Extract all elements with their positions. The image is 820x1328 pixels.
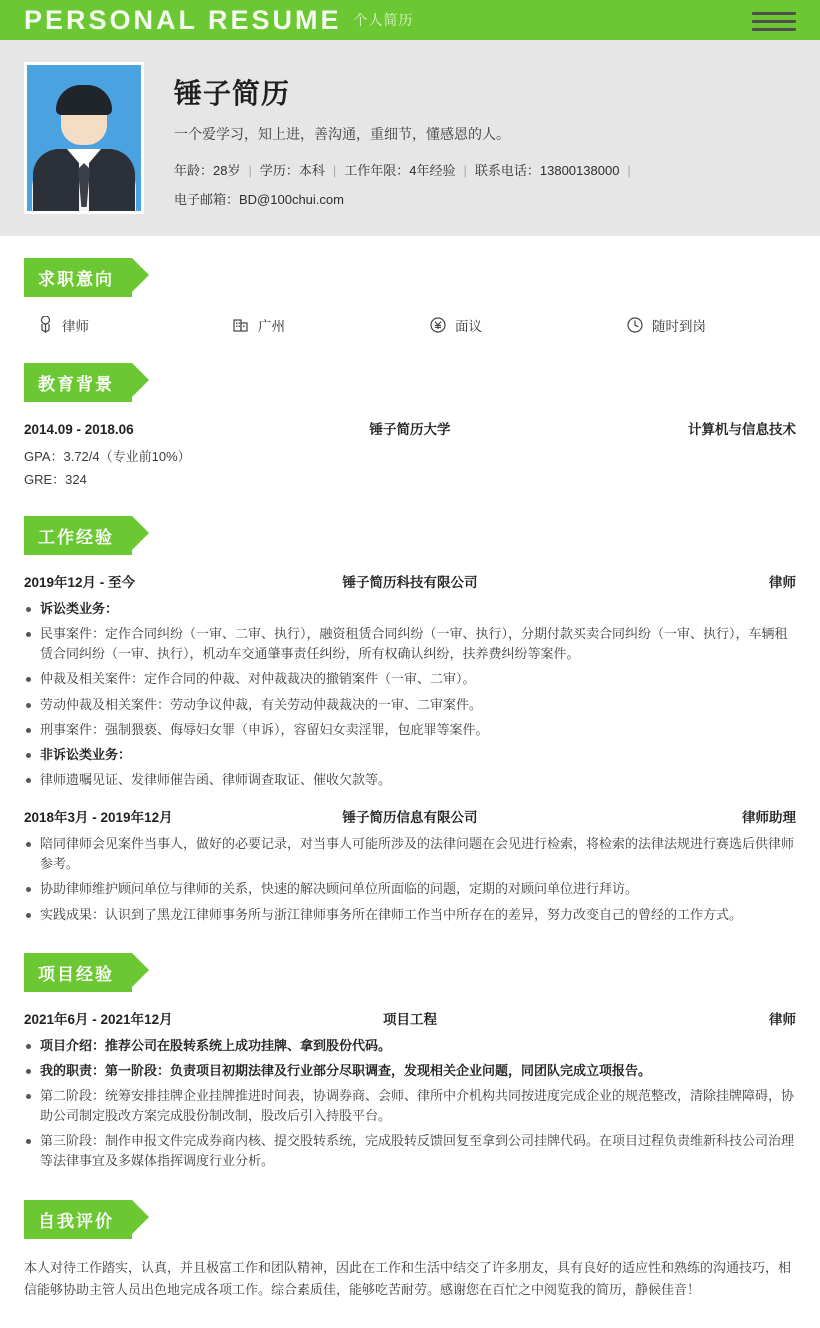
work-entry-header bbox=[24, 806, 796, 826]
list-item: 实践成果：认识到了黑龙江律师事务所与浙江律师事务所在律师工作当中所存在的差异，努力改变自己的曾经的工作方式。 bbox=[24, 905, 796, 925]
education-major: 计算机与信息技术 bbox=[687, 422, 796, 437]
work-period: 2019年12月 - 至今 bbox=[24, 575, 136, 590]
project-role: 律师 bbox=[768, 1011, 796, 1027]
list-item: 陪同律师会见案件当事人，做好的必要记录，对当事人可能所涉及的法律问题在会见进行检索，将检索的法律法规进行赛选后供律师参考。 bbox=[24, 834, 796, 874]
meta-divider: | bbox=[463, 163, 467, 178]
hamburger-icon[interactable] bbox=[752, 12, 796, 31]
education-entry-header bbox=[24, 418, 796, 438]
list-item: 劳动仲裁及相关案件：劳动争议仲裁，有关劳动仲裁裁决的一审、二审案件。 bbox=[24, 695, 796, 715]
avatar bbox=[24, 62, 144, 214]
list-item: 民事案件：定作合同纠纷（一审、二审、执行），融资租赁合同纠纷（一审、执行），分期付款买卖合同纠纷（一审、执行），车辆租赁合同纠纷（一审、执行），机动车交通肇事责任纠纷，所有权确认纠纷，扶养费纠纷等案件。 bbox=[24, 624, 796, 664]
intention-salary bbox=[410, 315, 603, 335]
list-item: 仲裁及相关案件：定作合同的仲裁、对仲裁裁决的撤销案件（一审、二审）。 bbox=[24, 669, 796, 689]
section-title-education: 教育背景 bbox=[24, 363, 132, 402]
profile-header bbox=[0, 40, 820, 236]
project-bullets bbox=[24, 1036, 796, 1172]
section-title-intention: 求职意向 bbox=[24, 258, 132, 297]
candidate-meta-row bbox=[174, 160, 639, 179]
meta-divider: | bbox=[627, 163, 631, 178]
page-subtitle: 个人简历 bbox=[353, 12, 414, 28]
section-title-projects: 项目经验 bbox=[24, 953, 132, 992]
education-gre: GRE：324 bbox=[24, 472, 87, 487]
work-entry bbox=[24, 571, 796, 790]
list-item: 第三阶段：制作申报文件完成券商内核、提交股转系统，完成股转反馈回复至拿到公司挂牌代码。在项目过程负责维新科技公司治理等法律事宜及多媒体指挥调度行业分析。 bbox=[24, 1131, 796, 1171]
candidate-name: 锤子简历 bbox=[174, 78, 291, 109]
list-item: 诉讼类业务： bbox=[24, 599, 796, 619]
person-icon bbox=[38, 316, 53, 334]
section-education bbox=[0, 341, 820, 488]
section-projects bbox=[0, 931, 820, 1172]
education-school: 锤子简历大学 bbox=[369, 422, 451, 437]
list-item: 协助律师维护顾问单位与律师的关系，快速的解决顾问单位所面临的问题，定期的对顾问单位进行拜访。 bbox=[24, 879, 796, 899]
intention-availability-label: 随时到岗 bbox=[652, 319, 706, 334]
education-period: 2014.09 - 2018.06 bbox=[24, 422, 134, 437]
intention-salary-label: 面议 bbox=[455, 319, 482, 334]
education-entry bbox=[24, 418, 796, 488]
work-bullets bbox=[24, 834, 796, 925]
work-period: 2018年3月 - 2019年12月 bbox=[24, 810, 173, 826]
work-bullets bbox=[24, 599, 796, 790]
list-item: 非诉讼类业务： bbox=[24, 745, 796, 765]
list-item: 项目介绍：推荐公司在股转系统上成功挂牌、拿到股份代码。 bbox=[24, 1036, 796, 1056]
meta-phone: 联系电话：13800138000 bbox=[474, 163, 620, 178]
project-period: 2021年6月 - 2021年12月 bbox=[24, 1011, 173, 1027]
profile-info bbox=[174, 62, 639, 208]
project-name: 项目工程 bbox=[382, 1011, 437, 1027]
meta-experience: 工作年限：4年经验 bbox=[344, 163, 456, 178]
list-item: 刑事案件：强制猥亵、侮辱妇女罪（申诉），容留妇女卖淫罪，包庇罪等案件。 bbox=[24, 720, 796, 740]
list-item: 我的职责：第一阶段：负责项目初期法律及行业部分尽职调查，发现相关企业问题，同团队完成立项报告。 bbox=[24, 1061, 796, 1081]
intention-availability bbox=[603, 315, 796, 335]
work-role: 律师 bbox=[768, 575, 796, 590]
intention-city bbox=[217, 315, 410, 335]
list-item: 第二阶段：统筹安排挂牌企业挂牌推进时间表，协调券商、会师、律所中介机构共同按进度完成企业的规范整改，清除挂牌障碍，协助公司制定股改方案完成股份制改制，股改后引入持股平台。 bbox=[24, 1086, 796, 1126]
project-entry-header bbox=[24, 1008, 796, 1028]
intention-city-label: 广州 bbox=[258, 319, 285, 334]
meta-divider: | bbox=[248, 163, 252, 178]
work-entry-header bbox=[24, 571, 796, 591]
top-bar bbox=[0, 0, 820, 40]
meta-divider: | bbox=[332, 163, 337, 178]
meta-email: 电子邮箱：BD@100chui.com bbox=[174, 192, 344, 207]
meta-education: 学历：本科 bbox=[259, 163, 325, 178]
intention-row bbox=[24, 311, 796, 341]
work-company: 锤子简历信息有限公司 bbox=[342, 810, 478, 826]
section-work bbox=[0, 494, 820, 925]
section-title-work: 工作经验 bbox=[24, 516, 132, 555]
clock-icon bbox=[627, 317, 643, 333]
section-title-evaluation: 自我评价 bbox=[24, 1200, 132, 1239]
intention-position bbox=[24, 315, 217, 335]
building-icon bbox=[233, 317, 249, 333]
work-company: 锤子简历科技有限公司 bbox=[342, 575, 478, 590]
meta-age: 年龄：28岁 bbox=[174, 163, 241, 178]
evaluation-text: 本人对待工作踏实，认真，并且极富工作和团队精神，因此在工作和生活中结交了许多朋友，具有良好的适应性和熟练的沟通技巧，相信能够协助主管人员出色地完成各项工作。综合素质佳，能够吃苦耐劳。感谢您在百忙之中阅览我的简历，静候佳音！ bbox=[24, 1259, 792, 1298]
section-intention bbox=[0, 236, 820, 341]
page-title: PERSONAL RESUME bbox=[24, 4, 342, 35]
list-item: 律师遗嘱见证、发律师催告函、律师调查取证、催收欠款等。 bbox=[24, 770, 796, 790]
project-entry bbox=[24, 1008, 796, 1172]
candidate-tagline: 一个爱学习，知上进，善沟通，重细节，懂感恩的人。 bbox=[174, 126, 510, 142]
work-entry bbox=[24, 806, 796, 925]
section-evaluation bbox=[0, 1178, 820, 1328]
intention-position-label: 律师 bbox=[62, 319, 89, 334]
yen-icon bbox=[430, 317, 446, 333]
work-role: 律师助理 bbox=[741, 810, 796, 826]
education-gpa: GPA：3.72/4（专业前10%） bbox=[24, 449, 191, 464]
